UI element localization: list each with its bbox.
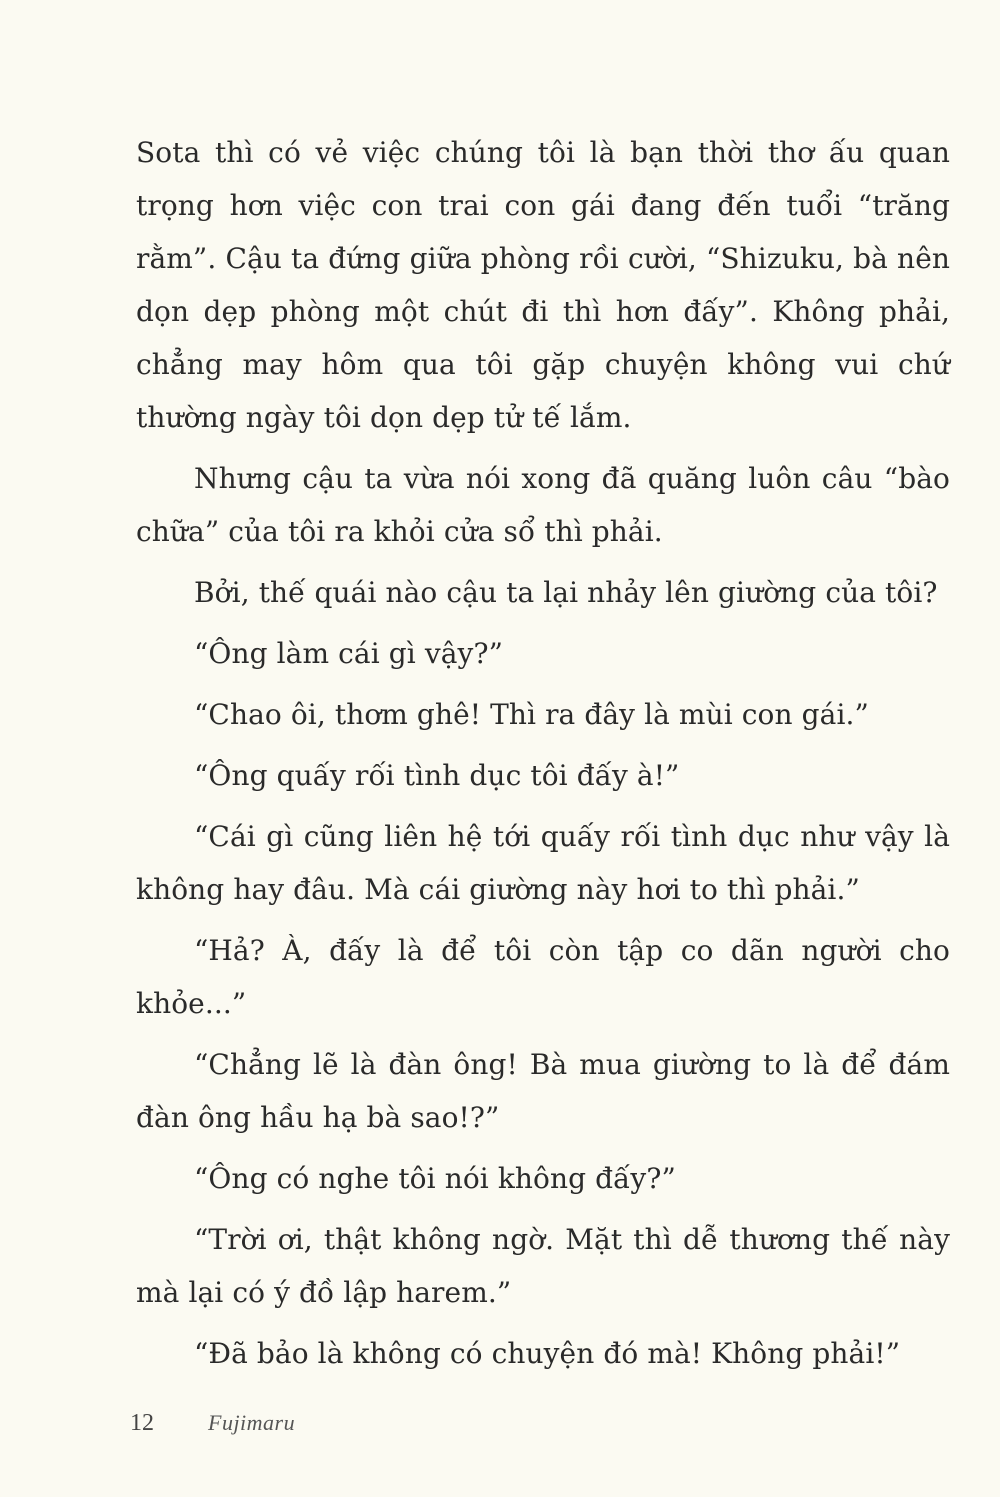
paragraph: Sota thì có vẻ việc chúng tôi là bạn thời thơ ấu quan trọng hơn việc con trai con gái đang đến tuổi “trăng rằm”. Cậu ta đứng giữa phòng rồi cười, “Shizuku, bà nên dọn dẹp phòng một chút đi thì hơn đấy”. Không phải, chẳng may hôm qua tôi gặp chuyện không vui chứ thường ngày tôi dọn dẹp tử tế lắm.: [136, 136, 950, 434]
paragraph: “Đã bảo là không có chuyện đó mà! Không phải!”: [194, 1337, 901, 1370]
body-text: [136, 126, 950, 1388]
paragraph: Nhưng cậu ta vừa nói xong đã quăng luôn câu “bào chữa” của tôi ra khỏi cửa sổ thì phải.: [136, 462, 950, 548]
paragraph: “Hả? À, đấy là để tôi còn tập co dãn người cho khỏe...”: [136, 934, 950, 1020]
paragraph: “Ông làm cái gì vậy?”: [194, 637, 503, 670]
paragraph: “Cái gì cũng liên hệ tới quấy rối tình dục như vậy là không hay đâu. Mà cái giường này hơi to thì phải.”: [136, 820, 950, 906]
paragraph: Bởi, thế quái nào cậu ta lại nhảy lên giường của tôi?: [194, 576, 938, 609]
author-name: Fujimaru: [208, 1410, 296, 1435]
paragraph: “Chao ôi, thơm ghê! Thì ra đây là mùi con gái.”: [194, 698, 869, 731]
page-number: 12: [130, 1410, 154, 1436]
paragraph: “Ông quấy rối tình dục tôi đấy à!”: [194, 759, 680, 792]
paragraph: “Chẳng lẽ là đàn ông! Bà mua giường to là để đám đàn ông hầu hạ bà sao!?”: [136, 1048, 950, 1134]
paragraph: “Trời ơi, thật không ngờ. Mặt thì dễ thương thế này mà lại có ý đồ lập harem.”: [136, 1223, 950, 1309]
page-footer: [130, 1410, 295, 1437]
paragraph: “Ông có nghe tôi nói không đấy?”: [194, 1162, 676, 1195]
